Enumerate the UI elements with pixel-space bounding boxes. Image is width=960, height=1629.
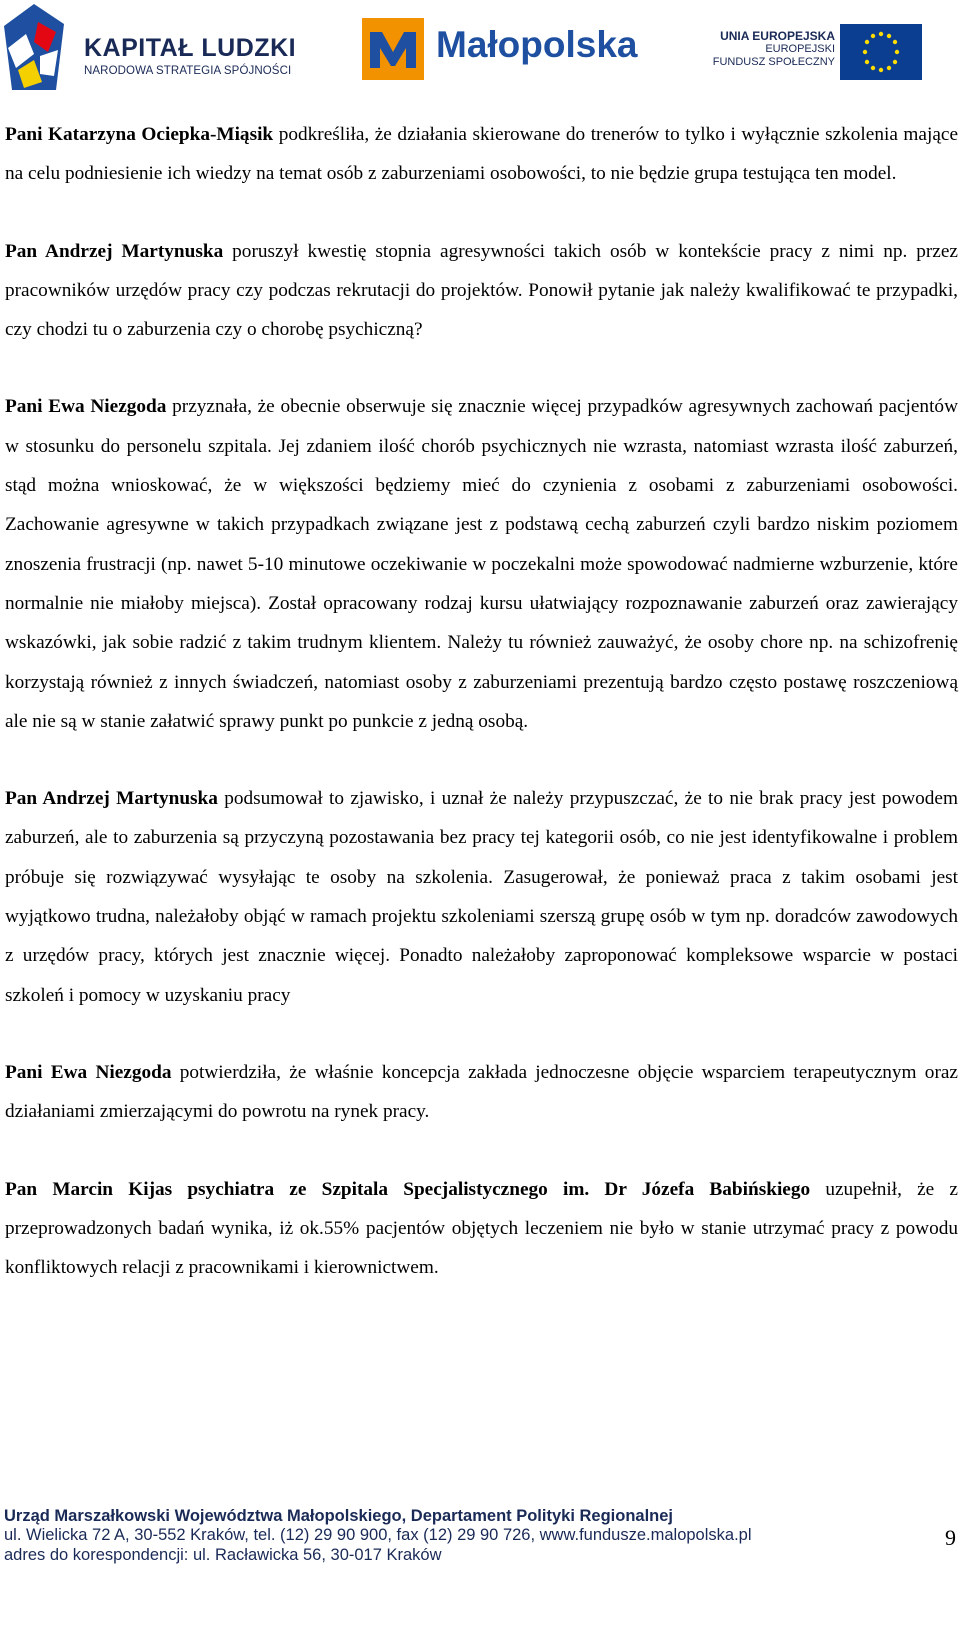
- eu-logo-text: [713, 29, 835, 69]
- footer-correspondence: adres do korespondencji: ul. Racławicka 56, 30-017 Kraków: [4, 1545, 442, 1564]
- malopolska-logo: [362, 18, 672, 80]
- paragraph-1: [5, 115, 958, 194]
- speaker-name: Pani Ewa Niezgoda: [5, 1061, 172, 1083]
- paragraph-text: uzupełnił, że z przeprowadzonych badań wynika, iż ok.55% pacjentów objętych leczeniem nie było w stanie utrzymać pracy z powodu konfliktowych relacji z pracownikami i kierownictwem.: [5, 1178, 958, 1279]
- paragraph-text: podkreśliła, że działania skierowane do trenerów to tylko i wyłącznie szkolenia mające na celu podniesienie ich wiedzy na temat osób z zaburzeniami osobowości, to nie będzie grupa testująca ten model.: [5, 124, 959, 185]
- kapital-ludzki-title: KAPITAŁ LUDZKI: [84, 34, 297, 62]
- speaker-name: Pan Andrzej Martynuska: [5, 240, 224, 262]
- paragraph-2: [5, 232, 958, 350]
- footer-office: Urząd Marszałkowski Województwa Małopolskiego, Departament Polityki Regionalnej: [4, 1507, 674, 1525]
- eu-flag-icon: [840, 24, 922, 80]
- kapital-ludzki-subtitle: NARODOWA STRATEGIA SPÓJNOŚCI: [84, 65, 292, 77]
- eu-line-2: EUROPEJSKI: [765, 43, 835, 55]
- eu-line-1: UNIA EUROPEJSKA: [720, 29, 835, 43]
- paragraph-text: podsumował to zjawisko, i uznał że należy przypuszczać, że to nie brak pracy jest powodem zaburzeń, ale to zaburzenia są przyczyną pozostawania bez pracy tej kategorii osób, co nie jest identyfikowalne i problem próbuje się rozwiązywać wysyłając te osoby na szkolenia. Zasugerował, że ponieważ praca z takim osobami jest wyjątkowo trudna, należałoby objąć w ramach projektu szkoleniami szerszą grupę osób w tym np. doradców zawodowych z urzędów pracy, których jest znacznie więcej. Ponadto należałoby zaproponować kompleksowe wsparcie w postaci szkoleń i pomocy w uzyskaniu pracy: [5, 788, 958, 1006]
- page-header: [0, 0, 960, 100]
- paragraph-text: poruszył kwestię stopnia agresywności takich osób w kontekście pracy z nimi np. przez pracowników urzędów pracy czy podczas rekrutacji do projektów. Ponowił pytanie jak należy kwalifikować te przypadki, czy chodzi tu o zaburzenia czy o chorobę psychiczną?: [5, 240, 958, 341]
- eu-line-3: FUNDUSZ SPOŁECZNY: [712, 56, 835, 68]
- eu-logo: [712, 24, 932, 84]
- paragraph-3: [5, 387, 958, 741]
- speaker-name: Pan Marcin Kijas psychiatra ze Szpitala Specjalistycznego im. Dr Józefa Babińskiego: [5, 1178, 811, 1200]
- speaker-name: Pani Ewa Niezgoda: [5, 396, 167, 418]
- kapital-ludzki-logo: [4, 4, 297, 90]
- malopolska-title: Małopolska: [436, 24, 638, 65]
- page-footer: [4, 1507, 904, 1565]
- paragraph-5: [5, 1053, 958, 1132]
- footer-address: ul. Wielicka 72 A, 30-552 Kraków, tel. (12) 29 90 900, fax (12) 29 90 726, www.fundusze.malopolska.pl: [4, 1526, 752, 1545]
- paragraph-4: [5, 779, 958, 1015]
- malopolska-emblem: [362, 18, 424, 80]
- paragraph-text: przyznała, że obecnie obserwuje się znacznie więcej przypadków agresywnych zachowań pacjentów w stosunku do personelu szpitala. Jej zdaniem ilość chorób psychicznych nie wzrasta, natomiast wzrasta ilość zaburzeń, stąd można wnioskować, że w większości będziemy mieć do czynienia z osobami z zaburzeniami osobowości. Zachowanie agresywne w takich przypadkach związane jest z podstawą cechą zaburzeń czyli bardzo niskim poziomem znoszenia frustracji (np. nawet 5-10 minutowe oczekiwanie w poczekalni może spowodować nadmierne wzburzenie, które normalnie nie miałoby miejsca). Został opracowany rodzaj kursu ułatwiający rozpoznawanie zaburzeń oraz zawierający wskazówki, jak sobie radzić z takim trudnym klientem. Należy tu również zauważyć, że osoby chore np. na schizofrenię korzystają również z innych świadczeń, natomiast osoby z zaburzeniami prezentują bardzo często postawę roszczeniową ale nie są w stanie załatwić sprawy punkt po punkcie z jedną osobą.: [5, 396, 958, 732]
- kapital-ludzki-emblem: [4, 4, 64, 90]
- speaker-name: Pan Andrzej Martynuska: [5, 788, 218, 810]
- paragraph-6: [5, 1170, 958, 1288]
- page-number: 9: [945, 1525, 956, 1550]
- speaker-name: Pani Katarzyna Ociepka-Miąsik: [5, 124, 274, 145]
- paragraph-text: potwierdziła, że właśnie koncepcja zakłada jednoczesne objęcie wsparciem terapeutycznym oraz działaniami zmierzającymi do powrotu na rynek pracy.: [5, 1061, 958, 1123]
- document-body: [5, 115, 958, 1325]
